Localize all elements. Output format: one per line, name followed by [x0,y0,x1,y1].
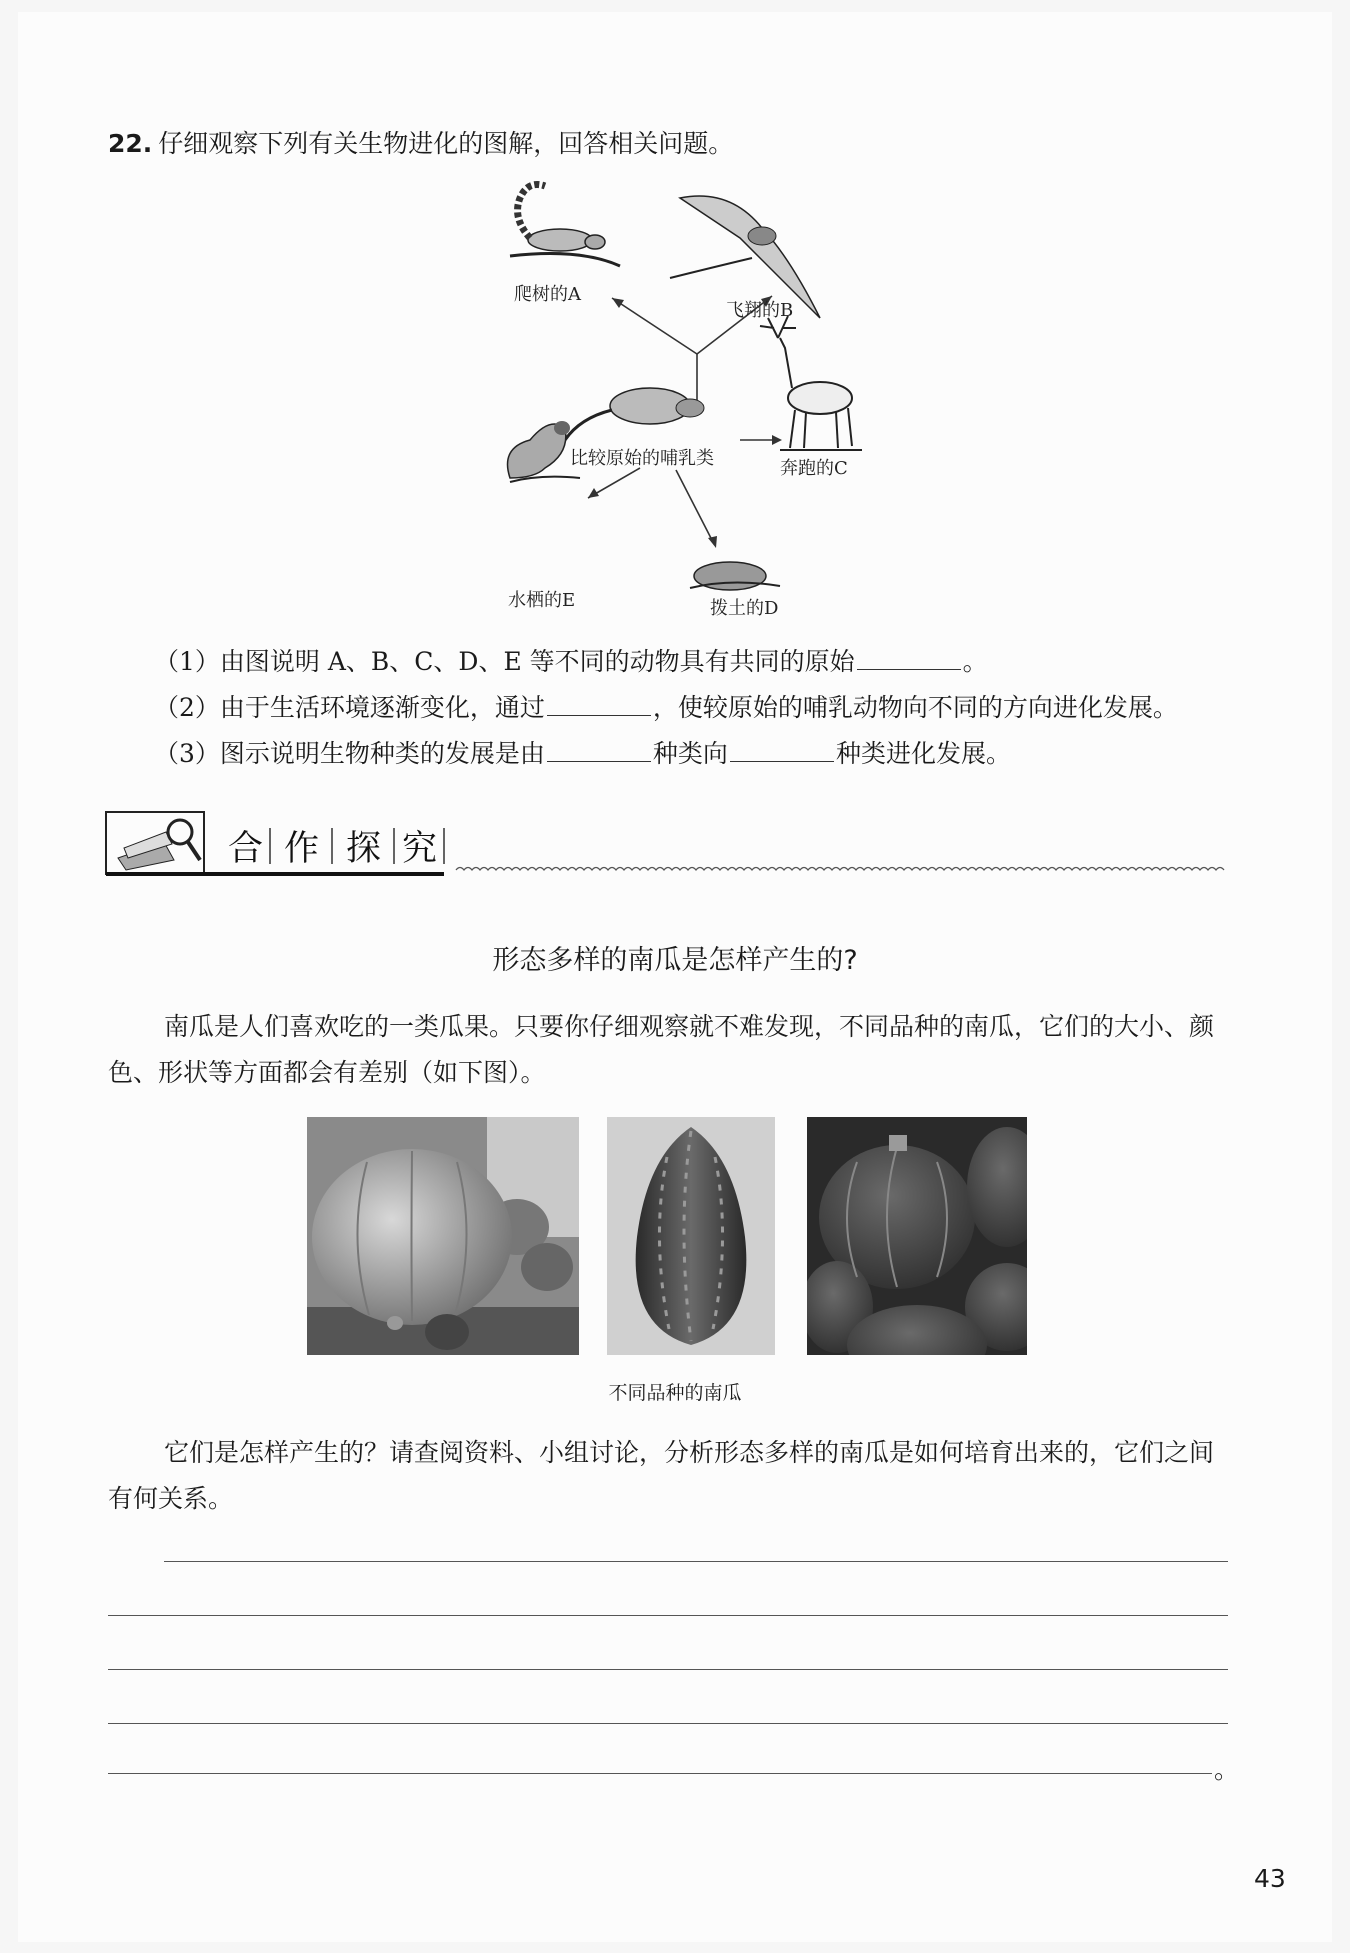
section-heading: 形态多样的南瓜是怎样产生的? [492,945,858,976]
subquestion-1-text: （1）由图说明 A、B、C、D、E 等不同的动物具有共同的原始 [154,647,855,676]
book-magnifier-icon [106,812,204,874]
subquestion-2 [154,688,1178,724]
task-paragraph [108,1430,1233,1522]
running-deer-c-illustration [760,316,862,450]
subquestion-1 [154,642,988,678]
subquestion-3-end: 种类进化发展。 [835,739,1011,768]
label-origin-mammal: 比较原始的哺乳类 [570,448,714,469]
photo-caption: 不同品种的南瓜 [608,1382,742,1404]
label-digging-d: 拨土的D [710,598,779,619]
pumpkin-photo-giant [307,1117,579,1355]
pumpkin-photo-round [807,1117,1027,1355]
intro-paragraph [108,1004,1233,1096]
intro-paragraph-text: 南瓜是人们喜欢吃的一类瓜果。只要你仔细观察就不难发现，不同品种的南瓜，它们的大小、颜色、形状等方面都会有差别（如下图）。 [108,1012,1215,1087]
subquestion-2-end: ，使较原始的哺乳动物向不同的方向进化发展。 [652,693,1178,722]
section-banner [104,808,1228,878]
wavy-divider [456,868,1224,871]
digging-mole-d-illustration [690,562,780,590]
subquestion-3-text: （3）图示说明生物种类的发展是由 [154,739,545,768]
question-title [108,124,733,160]
answer-blank-1[interactable] [857,647,961,670]
answer-blank-3b[interactable] [730,739,834,762]
subquestion-3-mid: 种类向 [652,739,728,768]
question-number: 22. [108,129,153,158]
label-climbing-a: 爬树的A [514,284,581,305]
label-flying-b: 飞翔的B [726,300,794,321]
evolution-diagram [490,178,900,628]
answer-end-mark: 。 [1214,1755,1240,1784]
label-running-c: 奔跑的C [780,458,848,479]
answer-line-2[interactable] [108,1615,1228,1616]
section-char-2: 作 [284,829,320,869]
task-paragraph-text: 它们是怎样产生的？请查阅资料、小组讨论，分析形态多样的南瓜是如何培育出来的，它们之间有何关系。 [108,1438,1215,1513]
page-number: 43 [1254,1864,1286,1893]
section-char-3: 探 [346,829,382,869]
subquestion-3 [154,734,1011,770]
answer-line-1[interactable] [164,1561,1228,1562]
answer-line-4[interactable] [108,1723,1228,1724]
subquestion-1-end: 。 [962,647,988,676]
answer-blank-3a[interactable] [547,739,651,762]
answer-blank-2[interactable] [547,693,651,716]
label-aquatic-e: 水栖的E [508,590,576,611]
pumpkin-photo-long [607,1117,775,1355]
section-char-1: 合 [228,829,264,869]
question-text: 仔细观察下列有关生物进化的图解，回答相关问题。 [158,129,734,158]
answer-line-5[interactable] [108,1773,1212,1774]
section-char-4: 究 [402,829,438,869]
origin-mammal-illustration [565,388,704,440]
subquestion-2-text: （2）由于生活环境逐渐变化，通过 [154,693,545,722]
climbing-animal-a-illustration [510,185,620,267]
answer-line-3[interactable] [108,1669,1228,1670]
